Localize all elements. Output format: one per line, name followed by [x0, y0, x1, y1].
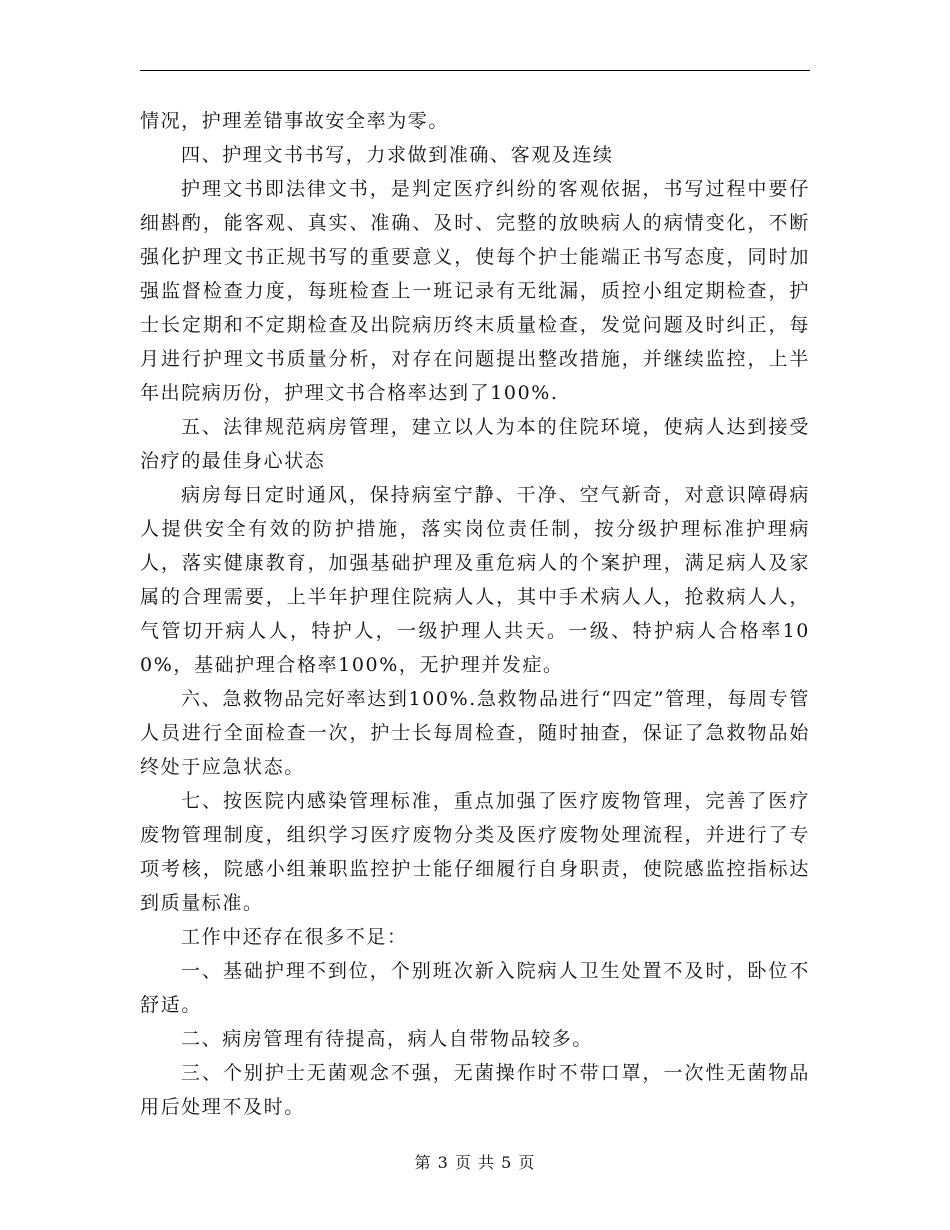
- paragraph-8: 工作中还存在很多不足：: [181, 926, 408, 948]
- page-number-label: 第 3 页 共 5 页: [414, 1153, 536, 1172]
- paragraph-4: 五、法律规范病房管理，建立以人为本的住院环境，使病人达到接受治疗的最佳身心状态: [140, 416, 810, 472]
- paragraph-11: 三、个别护士无菌观念不强，无菌操作时不带口罩，一次性无菌物品用后处理不及时。: [140, 1062, 810, 1118]
- paragraph-7: 七、按医院内感染管理标准，重点加强了医疗废物管理，完善了医疗废物管理制度，组织学习医疗废物分类及医疗废物处理流程，并进行了专项考核，院感小组兼职监控护士能仔细履行自身职责，使院感监控指标达到质量标准。: [140, 790, 810, 914]
- paragraph-9: 一、基础护理不到位，个别班次新入院病人卫生处置不及时，卧位不舒适。: [140, 960, 810, 1016]
- paragraph-1: 情况，护理差错事故安全率为零。: [140, 110, 450, 132]
- paragraph-3: 护理文书即法律文书，是判定医疗纠纷的客观依据，书写过程中要仔细斟酌，能客观、真实、准确、及时、完整的放映病人的病情变化，不断强化护理文书正规书写的重要意义，使每个护士能端正书写态度，同时加强监督检查力度，每班检查上一班记录有无纰漏，质控小组定期检查，护士长定期和不定期检查及出院病历终末质量检查，发觉问题及时纠正，每月进行护理文书质量分析，对存在问题提出整改措施，并继续监控，上半年出院病历份，护理文书合格率达到了100%.: [140, 178, 810, 404]
- paragraph-5: 病房每日定时通风，保持病室宁静、干净、空气新奇，对意识障碍病人提供安全有效的防护措施，落实岗位责任制，按分级护理标准护理病人，落实健康教育，加强基础护理及重危病人的个案护理，满足病人及家属的合理需要，上半年护理住院病人人，其中手术病人人，抢救病人人，气管切开病人人，特护人，一级护理人共天。一级、特护病人合格率100%，基础护理合格率100%，无护理并发症。: [140, 484, 810, 676]
- paragraph-2: 四、护理文书书写，力求做到准确、客观及连续: [181, 144, 614, 166]
- paragraph-6: 六、急救物品完好率达到100%.急救物品进行“四定”管理，每周专管人员进行全面检查一次，护士长每周检查，随时抽查，保证了急救物品始终处于应急状态。: [140, 688, 810, 778]
- paragraph-10: 二、病房管理有待提高，病人自带物品较多。: [181, 1028, 594, 1050]
- page-footer: [0, 1152, 950, 1174]
- document-body: [140, 104, 810, 1124]
- header-rule: [140, 70, 810, 71]
